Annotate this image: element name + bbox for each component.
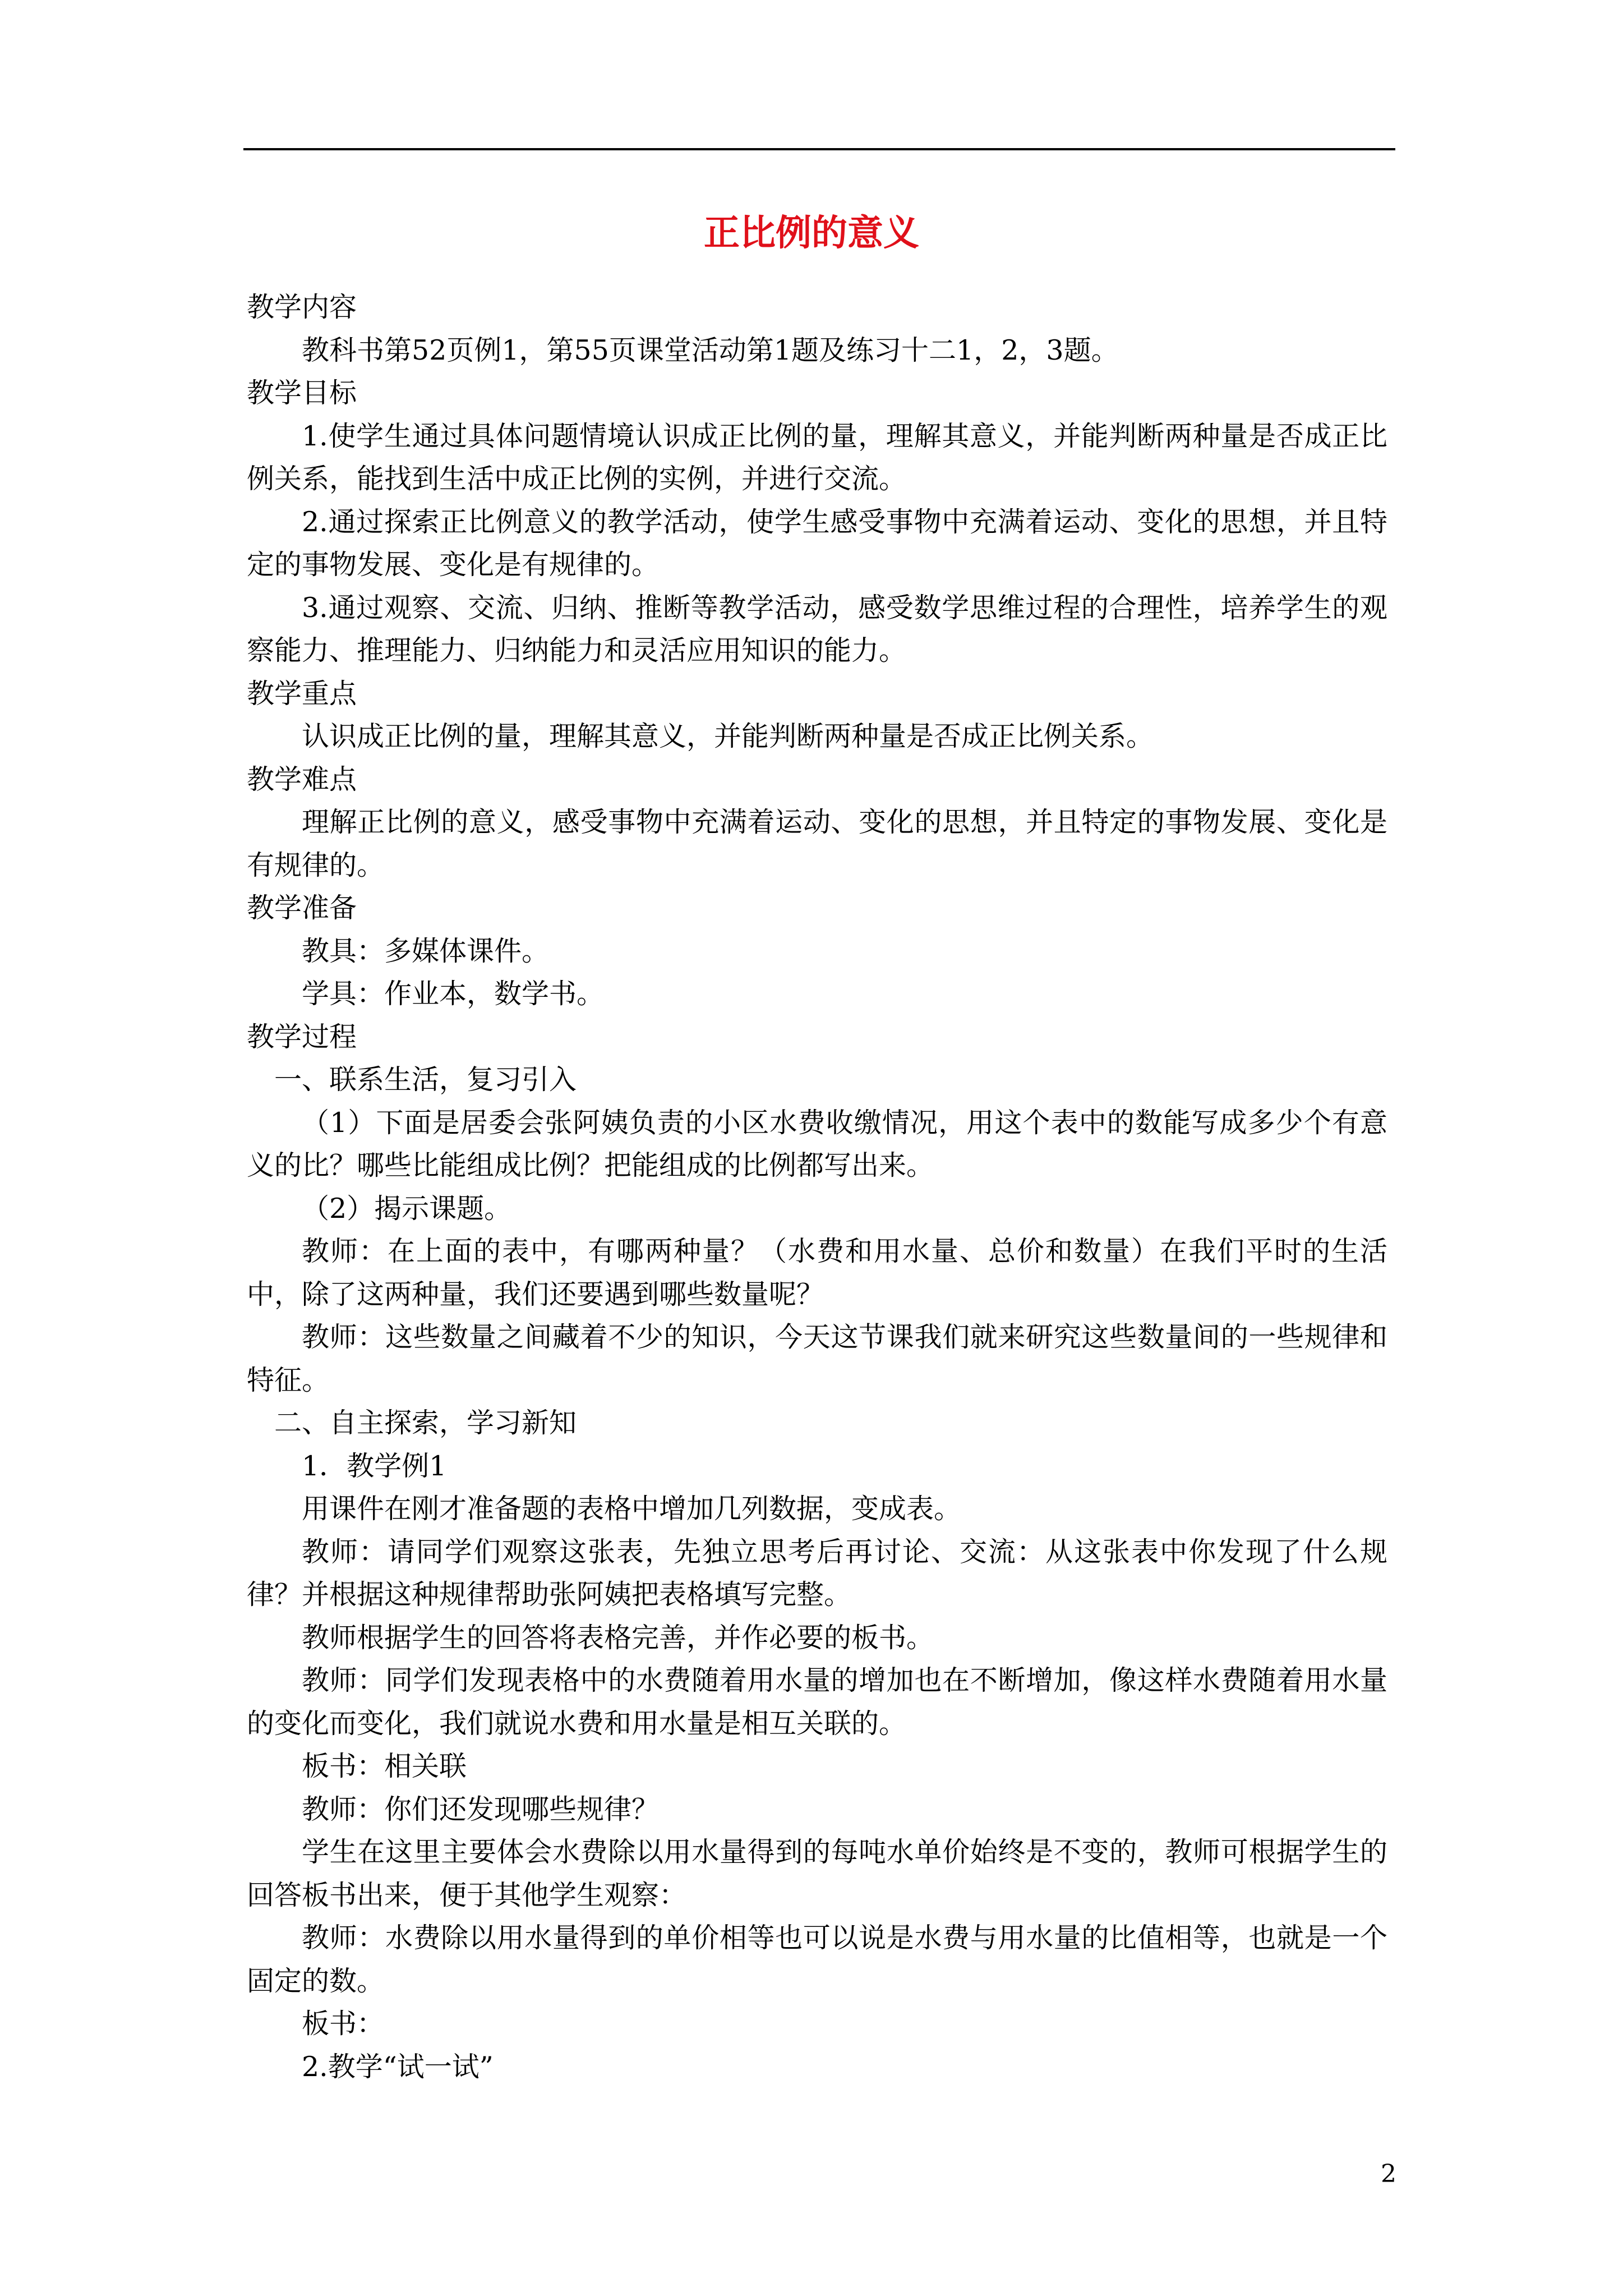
section-heading: 二、自主探索，学习新知 xyxy=(274,1407,577,1439)
paragraph: 2.教学“试一试” xyxy=(302,2050,494,2083)
paragraph: 理解正比例的意义，感受事物中充满着运动、变化的思想，并且特定的事物发展、变化是有规律的。 xyxy=(247,806,1387,881)
paragraph: 板书：相关联 xyxy=(302,1750,467,1782)
page-number: 2 xyxy=(1381,2160,1396,2188)
paragraph: 学具：作业本，数学书。 xyxy=(302,978,605,1010)
paragraph: 教师：同学们发现表格中的水费随着用水量的增加也在不断增加，像这样水费随着用水量的变化而变化，我们就说水费和用水量是相互关联的。 xyxy=(247,1664,1387,1740)
paragraph: 板书： xyxy=(302,2008,385,2040)
paragraph: 认识成正比例的量，理解其意义，并能判断两种量是否成正比例关系。 xyxy=(302,720,1154,752)
paragraph: 1.使学生通过具体问题情境认识成正比例的量，理解其意义，并能判断两种量是否成正比例关系，能找到生活中成正比例的实例，并进行交流。 xyxy=(247,420,1387,495)
paragraph: 教师：这些数量之间藏着不少的知识，今天这节课我们就来研究这些数量间的一些规律和特征。 xyxy=(247,1321,1387,1396)
paragraph: 用课件在刚才准备题的表格中增加几列数据，变成表。 xyxy=(302,1493,962,1525)
paragraph: 教师：水费除以用水量得到的单价相等也可以说是水费与用水量的比值相等，也就是一个固定的数。 xyxy=(247,1922,1387,1997)
header-rule xyxy=(243,148,1395,150)
paragraph: 教师：你们还发现哪些规律？ xyxy=(302,1793,660,1825)
section-heading: 一、联系生活，复习引入 xyxy=(274,1064,577,1096)
heading-goals: 教学目标 xyxy=(247,377,357,409)
paragraph: 教师根据学生的回答将表格完善，并作必要的板书。 xyxy=(302,1621,934,1654)
paragraph: 教师：在上面的表中，有哪两种量？（水费和用水量、总价和数量）在我们平时的生活中，除了这两种量，我们还要遇到哪些数量呢？ xyxy=(247,1235,1387,1310)
paragraph: 教师：请同学们观察这张表，先独立思考后再讨论、交流：从这张表中你发现了什么规律？并根据这种规律帮助张阿姨把表格填写完整。 xyxy=(247,1535,1387,1611)
paragraph: 1．教学例1 xyxy=(302,1450,447,1482)
paragraph: 3.通过观察、交流、归纳、推断等教学活动，感受数学思维过程的合理性，培养学生的观察能力、推理能力、归纳能力和灵活应用知识的能力。 xyxy=(247,591,1387,666)
document-body xyxy=(247,286,1387,2088)
paragraph: 教具：多媒体课件。 xyxy=(302,935,550,967)
heading-difficulties: 教学难点 xyxy=(247,763,357,795)
paragraph: （1）下面是居委会张阿姨负责的小区水费收缴情况，用这个表中的数能写成多少个有意义的比？哪些比能组成比例？把能组成的比例都写出来。 xyxy=(247,1106,1387,1181)
page-title: 正比例的意义 xyxy=(704,212,919,254)
heading-content: 教学内容 xyxy=(247,291,357,323)
heading-process: 教学过程 xyxy=(247,1020,357,1053)
paragraph: 2.通过探索正比例意义的教学活动，使学生感受事物中充满着运动、变化的思想，并且特定的事物发展、变化是有规律的。 xyxy=(247,505,1387,581)
paragraph: 教科书第52页例1，第55页课堂活动第1题及练习十二1，2，3题。 xyxy=(302,334,1119,366)
paragraph: （2）揭示课题。 xyxy=(302,1192,512,1225)
heading-key-points: 教学重点 xyxy=(247,677,357,710)
heading-preparation: 教学准备 xyxy=(247,892,357,924)
paragraph: 学生在这里主要体会水费除以用水量得到的每吨水单价始终是不变的，教师可根据学生的回答板书出来，便于其他学生观察： xyxy=(247,1836,1387,1911)
